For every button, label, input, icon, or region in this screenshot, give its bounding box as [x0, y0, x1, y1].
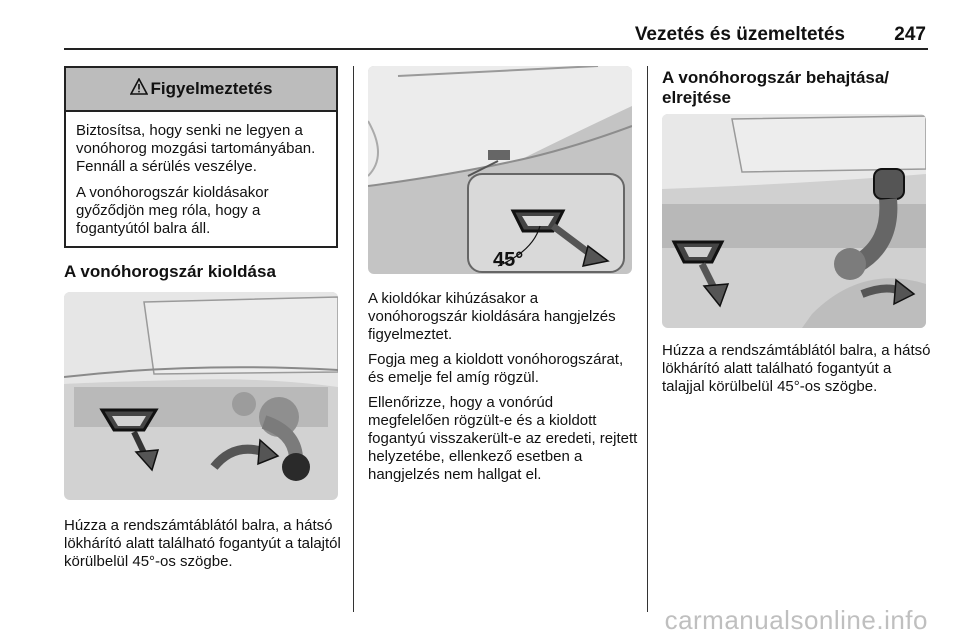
- angle-label: 45°: [493, 249, 524, 271]
- column-divider-left: [353, 66, 354, 612]
- middle-paragraph-2: Fogja meg a kioldott vonóhorogszárat, és emelje fel amíg rögzül.: [368, 351, 624, 386]
- page-header-title: Vezetés és üzemeltetés: [634, 24, 845, 45]
- caption-stow: [662, 342, 932, 403]
- illustration-stow-hitch: [662, 114, 926, 328]
- warning-header: [66, 68, 336, 112]
- illustration-car-rear: [368, 66, 632, 274]
- section-title-release: A vonóhorogszár kioldása: [64, 262, 276, 281]
- middle-paragraph-3: Ellenőrizze, hogy a vonórúd megfelelően rögzült-e és a kioldott fogantyú visszakerült-e az eredeti, rejtett helyzetébe, ellenkező esetben a hangjelzés nem hallgat el.: [368, 394, 638, 483]
- column-divider-right: [647, 66, 648, 612]
- illustration-release-handle: [64, 292, 338, 500]
- header-rule: [64, 48, 928, 50]
- section-title-stow: A vonóhorogszár behajtása/ elrejtése: [662, 68, 890, 107]
- warning-triangle-icon: [130, 78, 148, 100]
- watermark: carmanualsonline.info: [664, 605, 928, 635]
- caption-stow-text: Húzza a rendszámtáblától balra, a hátsó lökhárító alatt található fogantyút a talajjal körülbelül 45°-os szögbe.: [662, 342, 931, 395]
- warning-paragraph-2: A vonóhorogszár kioldásakor győződjön meg róla, hogy a fogantyútól balra áll.: [76, 184, 269, 237]
- warning-heading: Figyelmeztetés: [150, 79, 273, 98]
- warning-box: [64, 66, 338, 248]
- caption-release-text: Húzza a rendszámtáblától balra, a hátsó lökhárító alatt található fogantyút a talajtól körülbelül 45°-os szögbe.: [64, 517, 341, 570]
- caption-release: [64, 517, 344, 578]
- middle-paragraph-1: A kioldókar kihúzásakor a vonóhorogszár kioldására hangjelzés figyelmeztet.: [368, 290, 616, 343]
- middle-text-column: [368, 290, 638, 491]
- page-number: 247: [894, 24, 926, 45]
- warning-body: [66, 112, 336, 246]
- warning-paragraph-1: Biztosítsa, hogy senki ne legyen a vonóhorog mozgási tartományában. Fennáll a sérülés veszélye.: [76, 122, 316, 175]
